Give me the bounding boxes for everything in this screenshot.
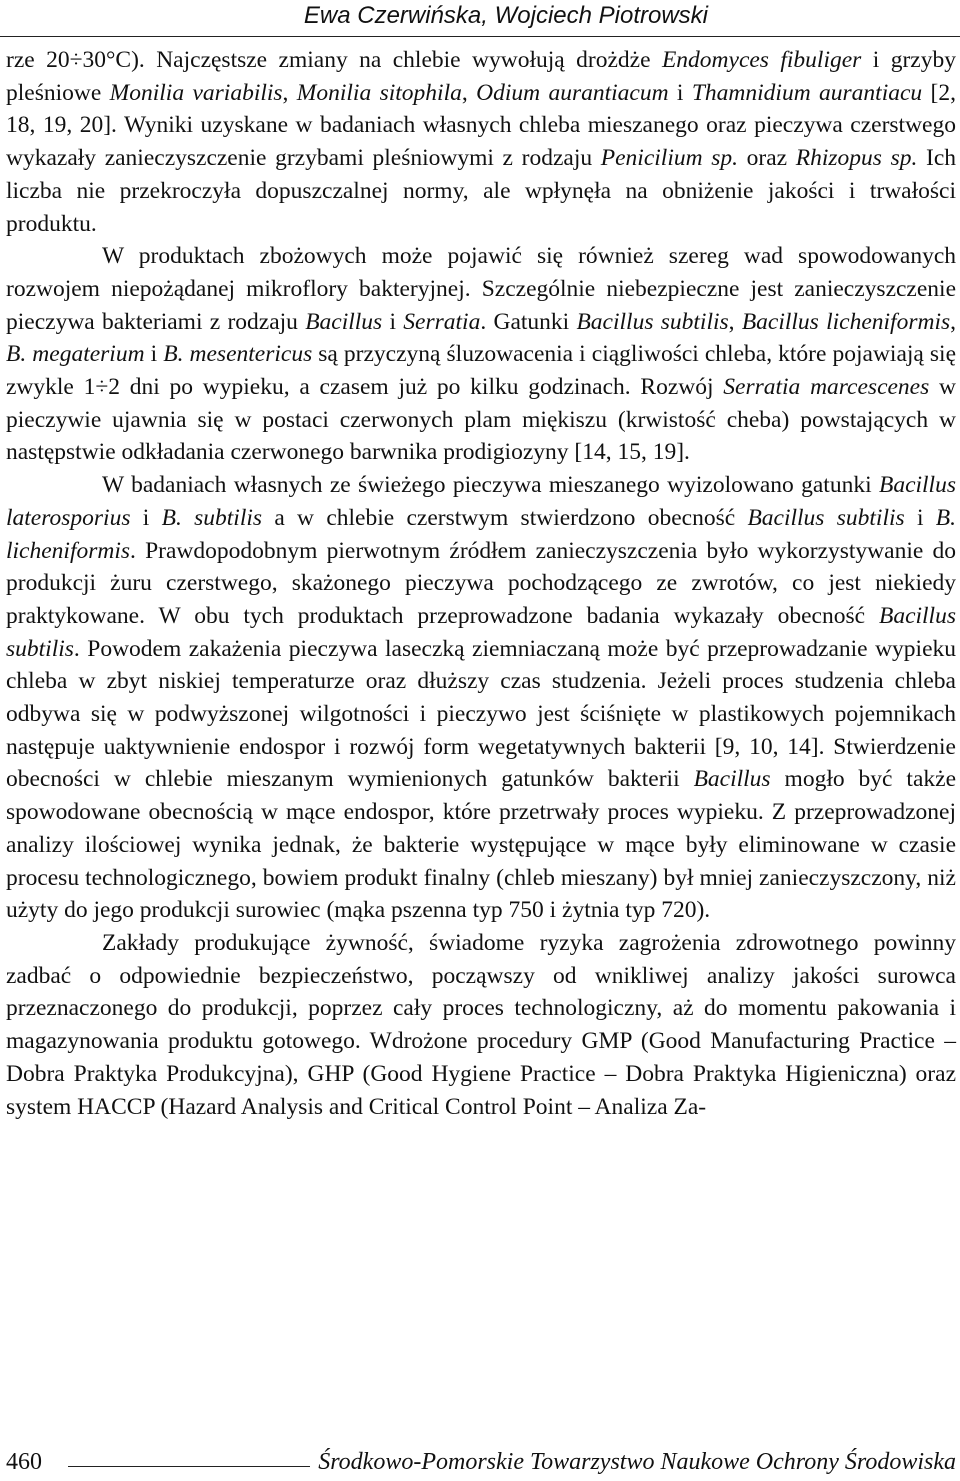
italic-term: Monilia sitophila [296, 79, 462, 106]
text-run: a w chlebie czerstwym stwierdzono obecność [262, 504, 748, 531]
text-run: rze 20÷30°C). Najczęstsze zmiany na chlebie wywołują drożdże [6, 47, 662, 73]
text-run: i grzyby pleśniowe [6, 47, 956, 106]
italic-term: Serratia marcescenes [723, 374, 930, 401]
italic-term: B. licheniformis [6, 504, 957, 564]
italic-term: Bacillus [305, 308, 383, 335]
text-run: , [728, 308, 742, 335]
text-run: , [950, 308, 956, 335]
italic-term: Serratia [403, 308, 481, 335]
text-run: , [282, 79, 297, 106]
text-run: i [130, 504, 162, 531]
text-run: , [461, 79, 477, 106]
running-header-authors: Ewa Czerwińska, Wojciech Piotrowski [303, 2, 708, 29]
italic-term: Monilia variabilis [109, 79, 283, 106]
text-run: . Gatunki [480, 308, 577, 335]
paragraph [6, 469, 956, 927]
text-run: i [668, 79, 692, 106]
paragraph [6, 44, 956, 240]
text-run: i [904, 504, 936, 531]
italic-term: Bacillus laterosporius [6, 472, 956, 531]
text-run: w pieczywie ujawnia się w postaci czerwonych plam miękiszu (krwistość cheba) powstających w następstwie odkładania czerwonego barwnika prodigiozyny [14, 15, 19]. [6, 374, 956, 466]
header-rule [0, 36, 960, 37]
italic-term: B. mesentericus [163, 341, 313, 368]
page-number: 460 [6, 1449, 42, 1475]
text-run: i [144, 341, 164, 368]
text-run: Ich liczba nie przekroczyła dopuszczalnej normy, ale wpłynęła na obniżenie jakości i trwałości produktu. [6, 145, 957, 237]
text-run: oraz [738, 145, 796, 172]
italic-term: Bacillus subtilis [6, 602, 956, 662]
paragraph [6, 240, 956, 469]
text-run: . Prawdopodobnym pierwotnym źródłem zanieczyszczenia było wykorzystywanie do produkcji żuru czerstwego, skażonego pieczywa pochodzącego ze zwrotów, co jest niekiedy praktykowane. W obu tych produktach przeprowadzone badania wykazały obecność [6, 537, 956, 629]
text-run: mogło być także spowodowane obecnością w mące endospor, które przetrwały proces wypieku. Z przeprowadzonej analizy ilościowej wynika jednak, że bakterie występujące w mące były eliminowane w czasie procesu technologicznego, bowiem produkt finalny (chleb mieszany) był mniej zanieczyszczony, niż użyty do jego produkcji surowiec (mąka pszenna typ 750 i żytnia typ 720). [6, 766, 956, 924]
italic-term: B. megaterium [6, 341, 145, 368]
italic-term: Bacillus subtilis [747, 504, 905, 531]
text-run: [2, 18, 19, 20]. Wyniki uzyskane w badaniach własnych chleba mieszanego oraz pieczywa czerstwego wykazały zanieczyszczenie grzybami pleśniowymi z rodzaju [6, 79, 956, 172]
italic-term: Bacillus subtilis [576, 308, 729, 335]
text-run: są przyczyną śluzowacenia i ciągliwości chleba, które pojawiają się zwykle 1÷2 dni po wypieku, a czasem już po kilku godzinach. Rozwój [6, 341, 957, 401]
publisher-name: Środkowo-Pomorskie Towarzystwo Naukowe Ochrony Środowiska [310, 1448, 956, 1476]
text-run: Zakłady produkujące żywność, świadome ryzyka zagrożenia zdrowotnego powinny zadbać o odpowiednie bezpieczeństwo, począwszy od wnikliwej analizy jakości surowca przeznaczonego do produkcji, poprzez cały proces technologiczny, aż do momentu pakowania i magazynowania produktu gotowego. Wdrożone procedury GMP (Good Manufacturing Practice – Dobra Praktyka Produkcyjna), GHP (Good Hygiene Practice – Dobra Praktyka Higieniczna) oraz system HACCP (Hazard Analysis and Critical Control Point – Analiza Za- [6, 929, 956, 1120]
text-run: . Powodem zakażenia pieczywa laseczką ziemniaczaną może być przeprowadzanie wypieku chleba w zbyt niskiej temperaturze oraz dłuższy czas studzenia. Jeżeli proces studzenia chleba odbywa się w podwyższonej wilgotności i pieczywo jest ściśnięte w plastikowych pojemnikach następuje uaktywnienie endospor i rozwój form wegetatywnych bakterii [9, 10, 14]. Stwierdzenie obecności w chlebie mieszanym wymienionych gatunków bakterii [6, 635, 956, 793]
text-run: i [382, 308, 404, 335]
italic-term: Penicilium sp. [600, 145, 738, 172]
italic-term: Bacillus [693, 766, 771, 793]
italic-term: Endomyces fibuliger [661, 47, 862, 73]
body-text [6, 44, 956, 1123]
italic-term: Bacillus licheniformis [741, 308, 951, 335]
page-footer [0, 1448, 960, 1480]
italic-term: Rhizopus sp. [795, 145, 918, 172]
text-run: W produktach zbożowych może pojawić się również szereg wad spowodowanych rozwojem niepożądanej mikroflory bakteryjnej. Szczególnie niebezpieczne jest zanieczyszczenie pieczywa bakteriami z rodzaju [6, 243, 956, 335]
italic-term: Odium aurantiacum [476, 79, 669, 106]
paragraph [6, 927, 956, 1123]
text-run: W badaniach własnych ze świeżego pieczywa mieszanego wyizolowano gatunki [102, 472, 879, 499]
italic-term: Thamnidium aurantiacu [691, 79, 923, 106]
italic-term: B. subtilis [161, 504, 263, 531]
